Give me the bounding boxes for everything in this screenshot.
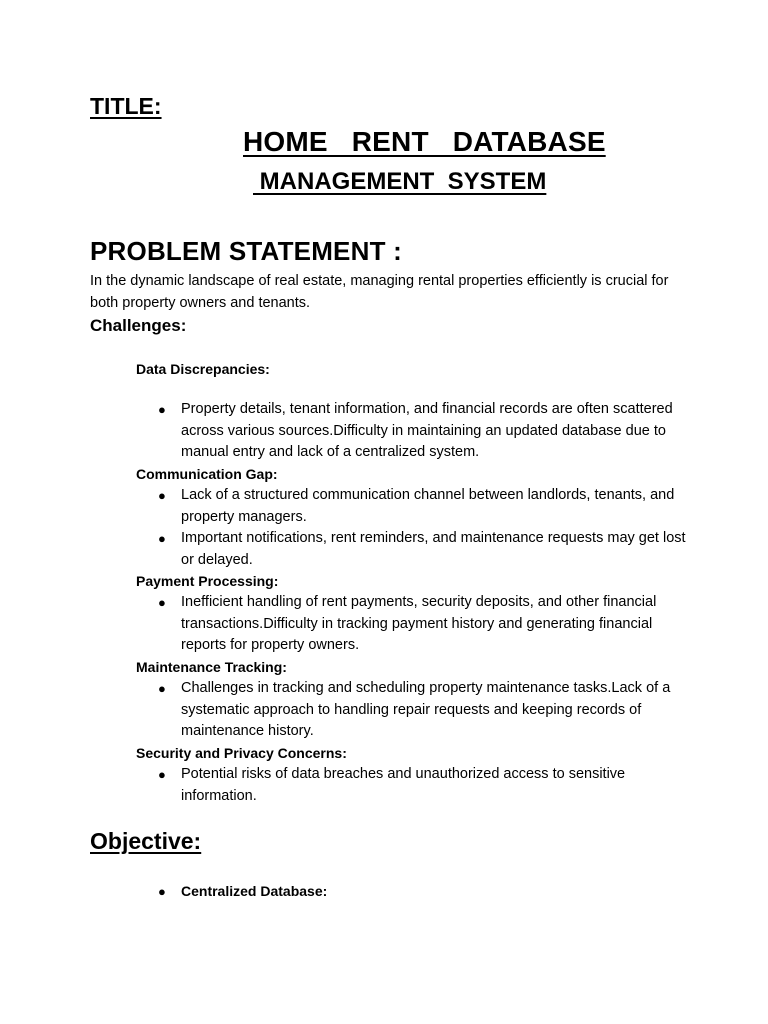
bullet-list-security-privacy	[158, 764, 698, 807]
section-title-data-discrepancies: Data Discrepancies:	[136, 361, 270, 377]
bullet-list-payment-processing	[158, 592, 698, 657]
section-title-communication-gap: Communication Gap:	[136, 466, 278, 482]
list-item	[158, 528, 698, 571]
list-item-text: Challenges in tracking and scheduling property maintenance tasks.Lack of a systematic approach to handling repair requests and keeping records of maintenance history.	[181, 680, 671, 739]
title-label: TITLE:	[90, 93, 162, 119]
list-item	[158, 678, 698, 743]
list-item	[158, 485, 698, 528]
section-title-maintenance-tracking: Maintenance Tracking:	[136, 659, 287, 675]
bullet-icon: ●	[158, 767, 166, 782]
main-title-line-2: MANAGEMENT SYSTEM	[253, 168, 547, 195]
challenges-heading: Challenges:	[90, 316, 187, 335]
section-title-payment-processing: Payment Processing:	[136, 573, 279, 589]
bullet-list-maintenance-tracking	[158, 678, 698, 743]
bullet-list-data-discrepancies	[158, 399, 698, 464]
problem-statement-intro: In the dynamic landscape of real estate, managing rental properties efficiently is crucial for both property owners and tenants.	[90, 273, 669, 311]
bullet-icon: ●	[158, 402, 166, 417]
list-item	[158, 764, 698, 807]
bullet-icon: ●	[158, 531, 166, 546]
section-title-security-privacy: Security and Privacy Concerns:	[136, 745, 347, 761]
bullet-list-communication-gap	[158, 485, 698, 571]
list-item-text: Lack of a structured communication channel between landlords, tenants, and property managers.	[181, 487, 675, 525]
objective-heading: Objective:	[90, 828, 202, 854]
list-item-text: Important notifications, rent reminders, and maintenance requests may get lost or delayed.	[181, 530, 686, 568]
bullet-icon: ●	[158, 681, 166, 696]
list-item	[158, 881, 327, 903]
list-item	[158, 592, 698, 657]
bullet-icon: ●	[158, 884, 166, 899]
list-item-text: Property details, tenant information, and financial records are often scattered across various sources.Difficulty in maintaining an updated database due to manual entry and lack of a centralized system.	[181, 401, 673, 460]
list-item-text: Potential risks of data breaches and unauthorized access to sensitive information.	[181, 766, 626, 804]
list-item	[158, 399, 698, 464]
problem-statement-heading: PROBLEM STATEMENT :	[90, 236, 402, 266]
main-title-line-1: HOME RENT DATABASE	[243, 126, 606, 157]
bullet-icon: ●	[158, 595, 166, 610]
list-item-text: Inefficient handling of rent payments, security deposits, and other financial transactions.Difficulty in tracking payment history and generating financial reports for property owners.	[181, 594, 657, 653]
bullet-icon: ●	[158, 488, 166, 503]
list-item-text: Centralized Database:	[181, 883, 328, 899]
